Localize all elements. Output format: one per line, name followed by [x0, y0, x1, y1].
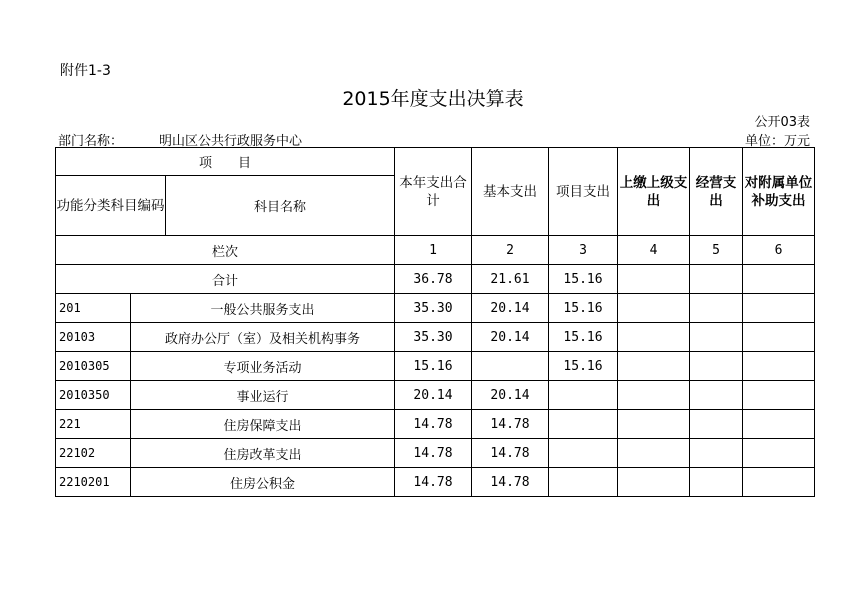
header-name: 科目名称 — [166, 176, 395, 236]
cell-project: 15.16 — [549, 352, 618, 381]
cell-upper — [618, 468, 690, 497]
cell-business — [690, 323, 743, 352]
cell-basic: 20.14 — [472, 294, 549, 323]
header-project: 项目支出 — [549, 148, 618, 236]
cell-subsidy — [743, 323, 815, 352]
cell-upper — [618, 439, 690, 468]
column-index: 2 — [472, 236, 549, 265]
header-basic: 基本支出 — [472, 148, 549, 236]
table-row — [56, 410, 815, 439]
cell-project — [549, 381, 618, 410]
cell-name: 一般公共服务支出 — [131, 294, 395, 323]
cell-subsidy — [743, 468, 815, 497]
cell-project — [549, 439, 618, 468]
total-label: 合计 — [56, 265, 395, 294]
cell-name: 住房保障支出 — [131, 410, 395, 439]
cell-upper — [618, 265, 690, 294]
cell-total: 36.78 — [395, 265, 472, 294]
header-total: 本年支出合计 — [395, 148, 472, 236]
cell-name: 专项业务活动 — [131, 352, 395, 381]
cell-subsidy — [743, 439, 815, 468]
table-row — [56, 323, 815, 352]
cell-subsidy — [743, 265, 815, 294]
cell-upper — [618, 323, 690, 352]
cell-business — [690, 439, 743, 468]
cell-basic: 20.14 — [472, 381, 549, 410]
table-row — [56, 439, 815, 468]
department-name: 明山区公共行政服务中心 — [159, 134, 303, 149]
cell-project — [549, 410, 618, 439]
cell-code: 2210201 — [56, 468, 131, 497]
cell-subsidy — [743, 381, 815, 410]
cell-project: 15.16 — [549, 294, 618, 323]
table-row — [56, 294, 815, 323]
cell-basic — [472, 352, 549, 381]
cell-business — [690, 352, 743, 381]
cell-total: 35.30 — [395, 323, 472, 352]
cell-business — [690, 468, 743, 497]
cell-total: 14.78 — [395, 468, 472, 497]
cell-total: 20.14 — [395, 381, 472, 410]
form-number: 公开03表 — [754, 115, 810, 130]
expenditure-table — [55, 147, 815, 497]
cell-basic: 21.61 — [472, 265, 549, 294]
cell-code: 221 — [56, 410, 131, 439]
cell-total: 14.78 — [395, 410, 472, 439]
cell-upper — [618, 410, 690, 439]
cell-basic: 14.78 — [472, 439, 549, 468]
cell-total: 15.16 — [395, 352, 472, 381]
cell-business — [690, 410, 743, 439]
column-index: 4 — [618, 236, 690, 265]
cell-project: 15.16 — [549, 323, 618, 352]
unit-label: 单位：万元 — [744, 134, 810, 149]
cell-basic: 20.14 — [472, 323, 549, 352]
column-index: 3 — [549, 236, 618, 265]
cell-subsidy — [743, 352, 815, 381]
column-index-label: 栏次 — [56, 236, 395, 265]
cell-total: 35.30 — [395, 294, 472, 323]
cell-name: 住房公积金 — [131, 468, 395, 497]
header-upper: 上缴上级支出 — [618, 148, 690, 236]
cell-business — [690, 265, 743, 294]
cell-code: 2010350 — [56, 381, 131, 410]
cell-name: 政府办公厅（室）及相关机构事务 — [131, 323, 395, 352]
header-item: 项 目 — [56, 148, 395, 176]
cell-subsidy — [743, 410, 815, 439]
table-row — [56, 352, 815, 381]
attachment-label: 附件1-3 — [60, 63, 111, 79]
column-index: 5 — [690, 236, 743, 265]
cell-code: 20103 — [56, 323, 131, 352]
cell-code: 2010305 — [56, 352, 131, 381]
cell-upper — [618, 381, 690, 410]
cell-name: 住房改革支出 — [131, 439, 395, 468]
column-index: 6 — [743, 236, 815, 265]
header-subsidy: 对附属单位补助支出 — [743, 148, 815, 236]
cell-business — [690, 381, 743, 410]
column-index: 1 — [395, 236, 472, 265]
cell-project — [549, 468, 618, 497]
cell-basic: 14.78 — [472, 410, 549, 439]
cell-business — [690, 294, 743, 323]
header-code: 功能分类科目编码 — [56, 176, 166, 236]
header-business: 经营支出 — [690, 148, 743, 236]
cell-subsidy — [743, 294, 815, 323]
cell-upper — [618, 352, 690, 381]
table-row — [56, 468, 815, 497]
cell-name: 事业运行 — [131, 381, 395, 410]
cell-total: 14.78 — [395, 439, 472, 468]
cell-project: 15.16 — [549, 265, 618, 294]
cell-code: 22102 — [56, 439, 131, 468]
cell-code: 201 — [56, 294, 131, 323]
department-label: 部门名称： — [58, 134, 124, 149]
table-row — [56, 381, 815, 410]
cell-upper — [618, 294, 690, 323]
total-row — [56, 265, 815, 294]
cell-basic: 14.78 — [472, 468, 549, 497]
page-title: 2015年度支出决算表 — [342, 88, 524, 110]
